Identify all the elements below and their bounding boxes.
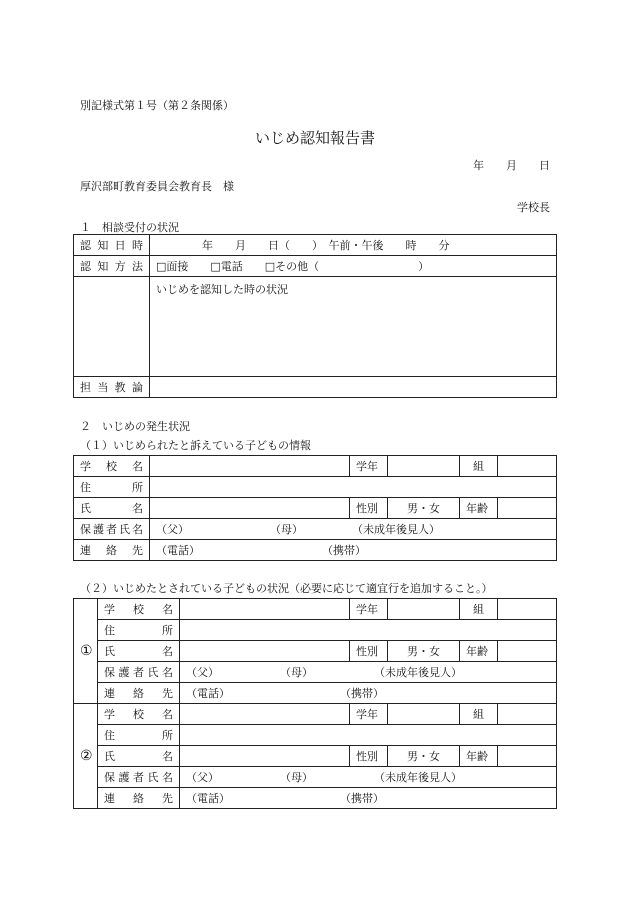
address-value[interactable]	[150, 477, 557, 498]
address-label: 住所	[98, 620, 180, 641]
name-label: 氏名	[98, 746, 180, 767]
school-value[interactable]	[180, 704, 350, 725]
section1-heading: １ 相談受付の状況	[80, 221, 179, 234]
school-value[interactable]	[180, 599, 350, 620]
situation-cell[interactable]	[150, 277, 557, 377]
contact-value[interactable]	[180, 788, 557, 809]
school-label: 学校名	[98, 704, 180, 725]
father-label: （父）	[186, 666, 219, 679]
father-label: （父）	[156, 523, 189, 536]
situation-label-cell	[74, 277, 150, 377]
age-value[interactable]	[498, 498, 557, 519]
form-number: 別記様式第１号（第２条関係）	[80, 99, 234, 112]
grade-label: 学年	[350, 456, 388, 477]
name-label: 氏名	[98, 641, 180, 662]
class-label: 組	[460, 704, 498, 725]
report-date: 年 月 日	[473, 159, 550, 172]
child-1-marker: ①	[74, 599, 98, 704]
age-label: 年齢	[460, 746, 498, 767]
phone-label: （電話）	[156, 544, 200, 557]
recognition-date-value[interactable]: 年 月 日（ ） 午前・午後 時 分	[150, 235, 557, 256]
address-label: 住所	[98, 725, 180, 746]
phone-label: （電話）	[186, 687, 230, 700]
recognition-method-label: 認知方法	[74, 256, 150, 277]
victim-table	[73, 455, 557, 561]
child-2-marker: ②	[74, 704, 98, 809]
sex-value[interactable]: 男・女	[388, 498, 460, 519]
name-label: 氏名	[74, 498, 150, 519]
mother-label: （母）	[280, 771, 313, 784]
sex-value[interactable]: 男・女	[388, 746, 460, 767]
section2-heading: ２ いじめの発生状況	[80, 420, 190, 433]
father-label: （父）	[186, 771, 219, 784]
age-label: 年齢	[460, 641, 498, 662]
perpetrator-table	[73, 598, 557, 809]
grade-value[interactable]	[388, 599, 460, 620]
mobile-label: （携帯）	[322, 544, 366, 557]
class-value[interactable]	[498, 599, 557, 620]
recognition-date-label: 認知日時	[74, 235, 150, 256]
sex-label: 性別	[350, 746, 388, 767]
minor-guardian-label: （未成年後見人）	[374, 666, 462, 679]
sex-label: 性別	[350, 498, 388, 519]
sex-label: 性別	[350, 641, 388, 662]
grade-label: 学年	[350, 599, 388, 620]
reception-table	[73, 234, 557, 398]
class-value[interactable]	[498, 456, 557, 477]
phone-label: （電話）	[186, 792, 230, 805]
recognition-method-value[interactable]: □面接 □電話 □その他（ ）	[150, 256, 557, 277]
mother-label: （母）	[270, 523, 303, 536]
contact-value[interactable]	[180, 683, 557, 704]
sex-value[interactable]: 男・女	[388, 641, 460, 662]
mobile-label: （携帯）	[340, 687, 384, 700]
minor-guardian-label: （未成年後見人）	[352, 523, 440, 536]
section2-sub1: （１）いじめられたと訴えている子どもの情報	[80, 439, 311, 452]
name-value[interactable]	[150, 498, 350, 519]
contact-value[interactable]	[150, 540, 557, 561]
grade-value[interactable]	[388, 704, 460, 725]
name-value[interactable]	[180, 746, 350, 767]
class-label: 組	[460, 456, 498, 477]
sender: 学校長	[517, 201, 550, 214]
school-label: 学校名	[74, 456, 150, 477]
school-value[interactable]	[150, 456, 350, 477]
guardian-label: 保護者氏名	[98, 767, 180, 788]
school-label: 学校名	[98, 599, 180, 620]
teacher-value[interactable]	[150, 377, 557, 398]
document-title: いじめ認知報告書	[254, 129, 375, 147]
age-value[interactable]	[498, 641, 557, 662]
teacher-label: 担当教論	[74, 377, 150, 398]
minor-guardian-label: （未成年後見人）	[374, 771, 462, 784]
mobile-label: （携帯）	[340, 792, 384, 805]
mother-label: （母）	[280, 666, 313, 679]
guardian-value[interactable]	[180, 662, 557, 683]
guardian-label: 保護者氏名	[74, 519, 150, 540]
grade-label: 学年	[350, 704, 388, 725]
address-label: 住所	[74, 477, 150, 498]
section2-sub2: （２）いじめたとされている子どもの状況（必要に応じて適宜行を追加すること。）	[80, 582, 493, 595]
addressee: 厚沢部町教育委員会教育長 様	[80, 180, 234, 193]
class-label: 組	[460, 599, 498, 620]
class-value[interactable]	[498, 704, 557, 725]
contact-label: 連絡先	[98, 788, 180, 809]
guardian-value[interactable]	[150, 519, 557, 540]
age-value[interactable]	[498, 746, 557, 767]
contact-label: 連絡先	[98, 683, 180, 704]
grade-value[interactable]	[388, 456, 460, 477]
guardian-value[interactable]	[180, 767, 557, 788]
contact-label: 連絡先	[74, 540, 150, 561]
name-value[interactable]	[180, 641, 350, 662]
situation-caption: いじめを認知した時の状況	[156, 283, 288, 296]
address-value[interactable]	[180, 620, 557, 641]
address-value[interactable]	[180, 725, 557, 746]
age-label: 年齢	[460, 498, 498, 519]
guardian-label: 保護者氏名	[98, 662, 180, 683]
